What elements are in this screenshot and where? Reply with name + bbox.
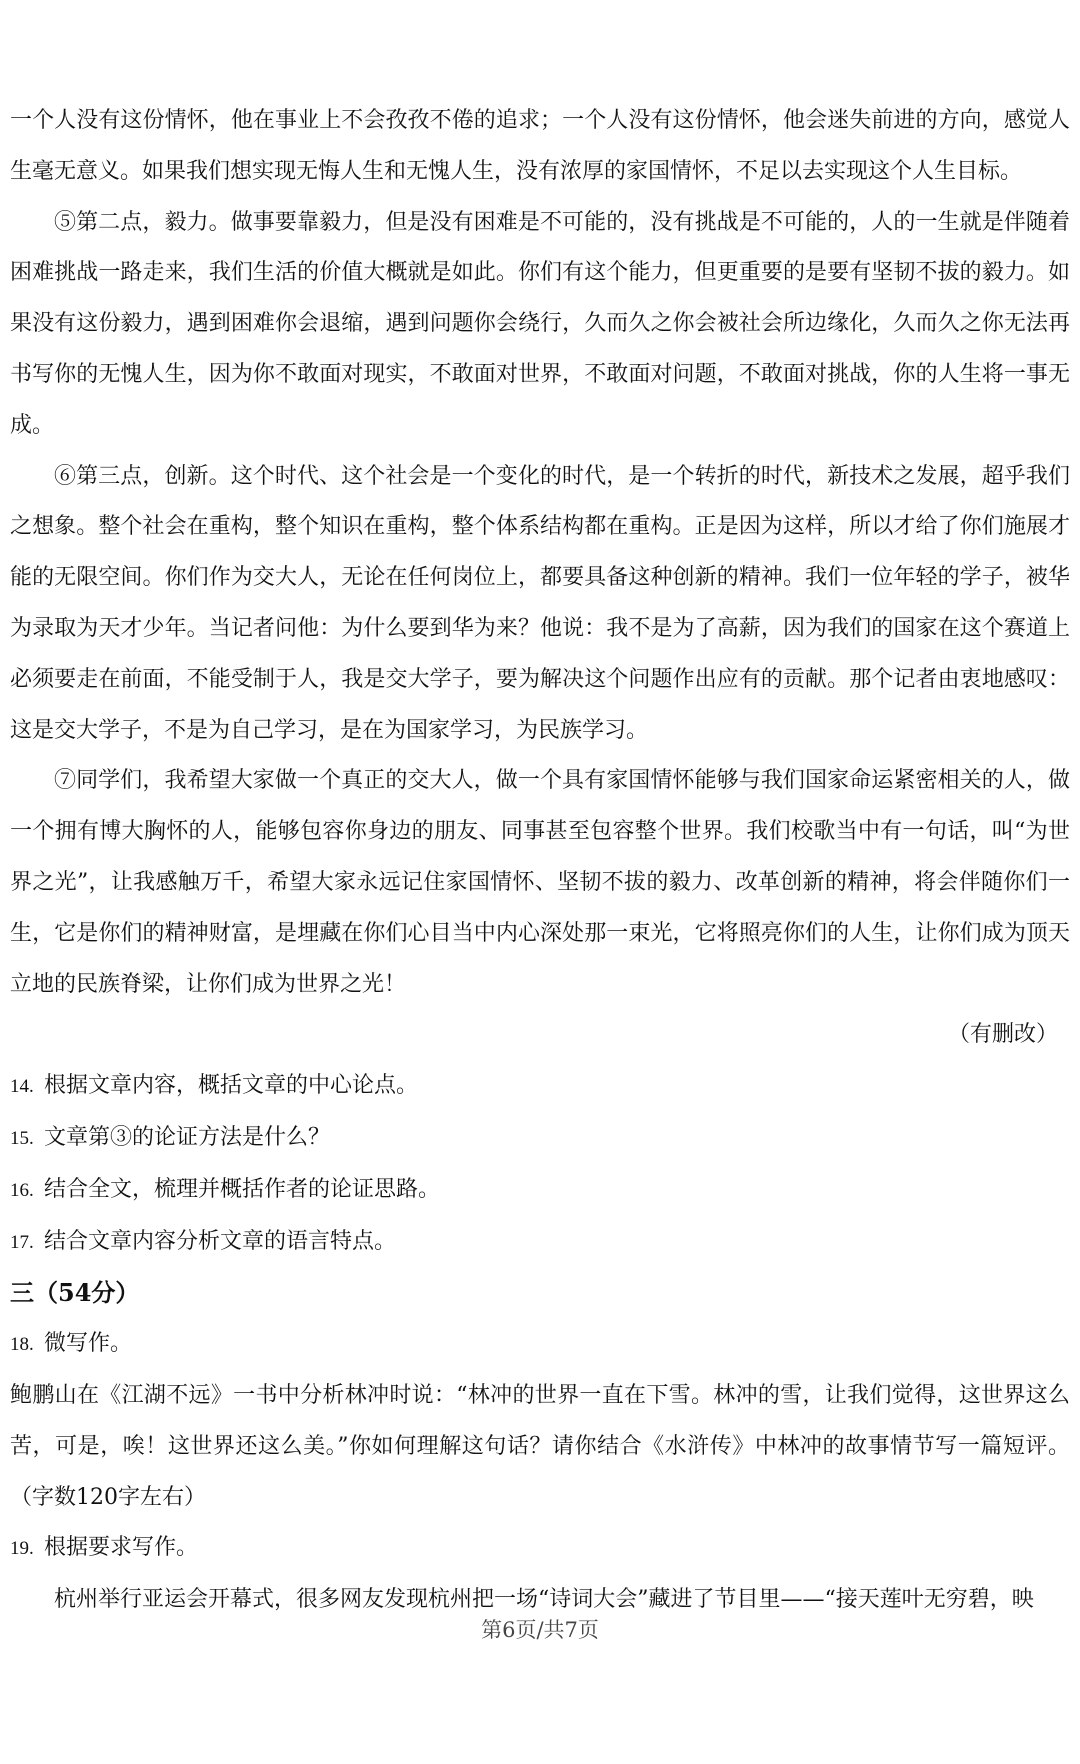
question-text: 结合全文，梳理并概括作者的论证思路。 [44, 1176, 441, 1202]
question-number: 17. [10, 1231, 34, 1253]
question-text: 结合文章内容分析文章的语言特点。 [44, 1228, 397, 1254]
section-title: 三（54分） [10, 1278, 140, 1308]
question-number: 16. [10, 1179, 34, 1201]
question-14 [10, 1061, 1070, 1113]
question-17 [10, 1217, 1070, 1269]
page-footer: 第6页/共7页 [481, 1618, 599, 1642]
question-number: 19. [10, 1538, 34, 1560]
question-text: 文章第③的论证方法是什么？ [44, 1124, 331, 1150]
question-number: 15. [10, 1127, 34, 1149]
paragraph-6: ⑥第三点，创新。这个时代、这个社会是一个变化的时代，是一个转折的时代，新技术之发展，超乎我们之想象。整个社会在重构，整个知识在重构，整个体系结构都在重构。正是因为这样，所以才给了你们施展才能的无限空间。你们作为交大人，无论在任何岗位上，都要具备这种创新的精神。我们一位年轻的学子，被华为录取为天才少年。当记者问他：为什么要到华为来？他说：我不是为了高薪，因为我们的国家在这个赛道上必须要走在前面，不能受制于人，我是交大学子，要为解决这个问题作出应有的贡献。那个记者由衷地感叹：这是交大学子，不是为自己学习，是在为国家学习，为民族学习。 [10, 463, 1070, 743]
question-19-prompt: 杭州举行亚运会开幕式，很多网友发现杭州把一场“诗词大会”藏进了节目里——“接天莲叶无穷碧，映 [54, 1587, 1034, 1613]
question-number: 18. [10, 1334, 34, 1356]
paragraph-5: ⑤第二点，毅力。做事要靠毅力，但是没有困难是不可能的，没有挑战是不可能的，人的一生就是伴随着困难挑战一路走来，我们生活的价值大概就是如此。你们有这个能力，但更重要的是要有坚韧不拔的毅力。如果没有这份毅力，遇到困难你会退缩，遇到问题你会绕行，久而久之你会被社会所边缘化，久而久之你无法再书写你的无愧人生，因为你不敢面对现实，不敢面对世界，不敢面对问题，不敢面对挑战，你的人生将一事无成。 [10, 209, 1070, 438]
question-number: 14. [10, 1076, 34, 1098]
question-19 [10, 1523, 1070, 1575]
question-label: 根据要求写作。 [44, 1535, 199, 1561]
question-15 [10, 1113, 1070, 1165]
paragraph-7: ⑦同学们，我希望大家做一个真正的交大人，做一个具有家国情怀能够与我们国家命运紧密相关的人，做一个拥有博大胸怀的人，能够包容你身边的朋友、同事甚至包容整个世界。我们校歌当中有一句话，叫“为世界之光”，让我感触万千，希望大家永远记住家国情怀、坚韧不拔的毅力、改革创新的精神，将会伴随你们一生，它是你们的精神财富，是埋藏在你们心目当中内心深处那一束光，它将照亮你们的人生，让你们成为顶天立地的民族脊梁，让你们成为世界之光！ [10, 768, 1070, 997]
paragraph-4-continued: 一个人没有这份情怀，他在事业上不会孜孜不倦的追求；一个人没有这份情怀，他会迷失前进的方向，感觉人生毫无意义。如果我们想实现无悔人生和无愧人生，没有浓厚的家国情怀，不足以去实现这个人生目标。 [10, 108, 1070, 184]
question-18-prompt: 鲍鹏山在《江湖不远》一书中分析林冲时说：“林冲的世界一直在下雪。林冲的雪，让我们觉得，这世界这么苦，可是，唉！这世界还这么美。”你如何理解这句话？请你结合《水浒传》中林冲的故事情节写一篇短评。（字数120字左右） [10, 1382, 1070, 1510]
question-text: 根据文章内容，概括文章的中心论点。 [44, 1073, 419, 1099]
question-18 [10, 1319, 1070, 1371]
question-label: 微写作。 [44, 1331, 133, 1357]
question-16 [10, 1165, 1070, 1217]
source-note: （有删改） [947, 1022, 1058, 1048]
